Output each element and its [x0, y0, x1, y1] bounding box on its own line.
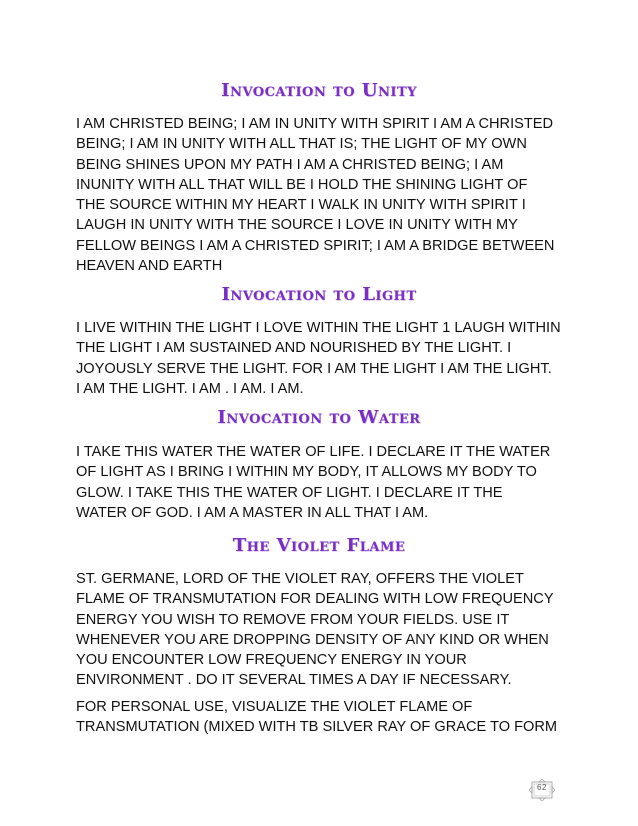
text-line: GLOW. I TAKE THIS THE WATER OF LIGHT. I DECLARE IT THE	[76, 484, 503, 501]
text-line: ST. GERMANE, LORD OF THE VIOLET RAY, OFFERS THE VIOLET	[76, 571, 524, 587]
page-number: 62	[537, 783, 547, 792]
section-heading-violet-flame: The Violet Flame	[232, 535, 406, 556]
page-number-badge	[529, 779, 555, 801]
text-line: FLAME OF TRANSMUTATION FOR DEALING WITH LOW FREQUENCY	[76, 591, 554, 608]
paragraph-personal-use	[76, 697, 576, 738]
text-line: I LIVE WITHIN THE LIGHT I LOVE WITHIN THE LIGHT 1 LAUGH WITHIN	[76, 320, 561, 336]
text-line: OF LIGHT AS I BRING I WITHIN MY BODY, IT ALLOWS MY BODY TO	[76, 464, 537, 481]
section-heading-unity: Invocation to Unity	[221, 80, 417, 101]
text-line: ENERGY YOU WISH TO REMOVE FROM YOUR FIELDS. USE IT	[76, 611, 510, 628]
text-line: I TAKE THIS WATER THE WATER OF LIFE. I DECLARE IT THE WATER	[76, 444, 551, 460]
text-line: ENVIRONMENT . DO IT SEVERAL TIMES A DAY IF NECESSARY.	[76, 672, 512, 689]
text-line: LAUGH IN UNITY WITH THE SOURCE I LOVE IN UNITY WITH MY	[76, 217, 518, 234]
section-heading-water: Invocation to Water	[217, 407, 421, 428]
text-line: HEAVEN AND EARTH	[76, 258, 223, 275]
text-line: JOYOUSLY SERVE THE LIGHT. FOR I AM THE LIGHT I AM THE LIGHT.	[76, 360, 552, 377]
text-line: FOR PERSONAL USE, VISUALIZE THE VIOLET FLAME OF	[76, 699, 473, 715]
text-line: BEING SHINES UPON MY PATH I AM A CHRISTED BEING; I AM	[76, 156, 504, 173]
paragraph-unity	[76, 114, 576, 276]
text-line: WATER OF GOD. I AM A MASTER IN ALL THAT I AM.	[76, 504, 429, 521]
text-line: TRANSMUTATION (MIXED WITH TB SILVER RAY OF GRACE TO FORM	[76, 719, 558, 736]
text-line: THE SOURCE WITHIN MY HEART I WALK IN UNITY WITH SPIRIT I	[76, 197, 526, 214]
paragraph-water	[76, 442, 576, 523]
text-line: I AM THE LIGHT. I AM . I AM. I AM.	[76, 380, 304, 397]
text-line: YOU ENCOUNTER LOW FREQUENCY ENERGY IN YOUR	[76, 652, 467, 669]
text-line: WHENEVER YOU ARE DROPPING DENSITY OF ANY KIND OR WHEN	[76, 631, 549, 648]
text-line: FELLOW BEINGS I AM A CHRISTED SPIRIT; I AM A BRIDGE BETWEEN	[76, 237, 555, 254]
text-line: BEING; I AM IN UNITY WITH ALL THAT IS; THE LIGHT OF MY OWN	[76, 136, 527, 153]
text-line: I AM CHRISTED BEING; I AM IN UNITY WITH SPIRIT I AM A CHRISTED	[76, 116, 554, 132]
section-heading-light: Invocation to Light	[221, 284, 417, 305]
text-line: INUNITY WITH ALL THAT WILL BE I HOLD THE SHINING LIGHT OF	[76, 176, 528, 193]
text-line: THE LIGHT I AM SUSTAINED AND NOURISHED BY THE LIGHT. I	[76, 340, 512, 357]
paragraph-light	[76, 318, 576, 399]
paragraph-violet-flame	[76, 569, 576, 691]
